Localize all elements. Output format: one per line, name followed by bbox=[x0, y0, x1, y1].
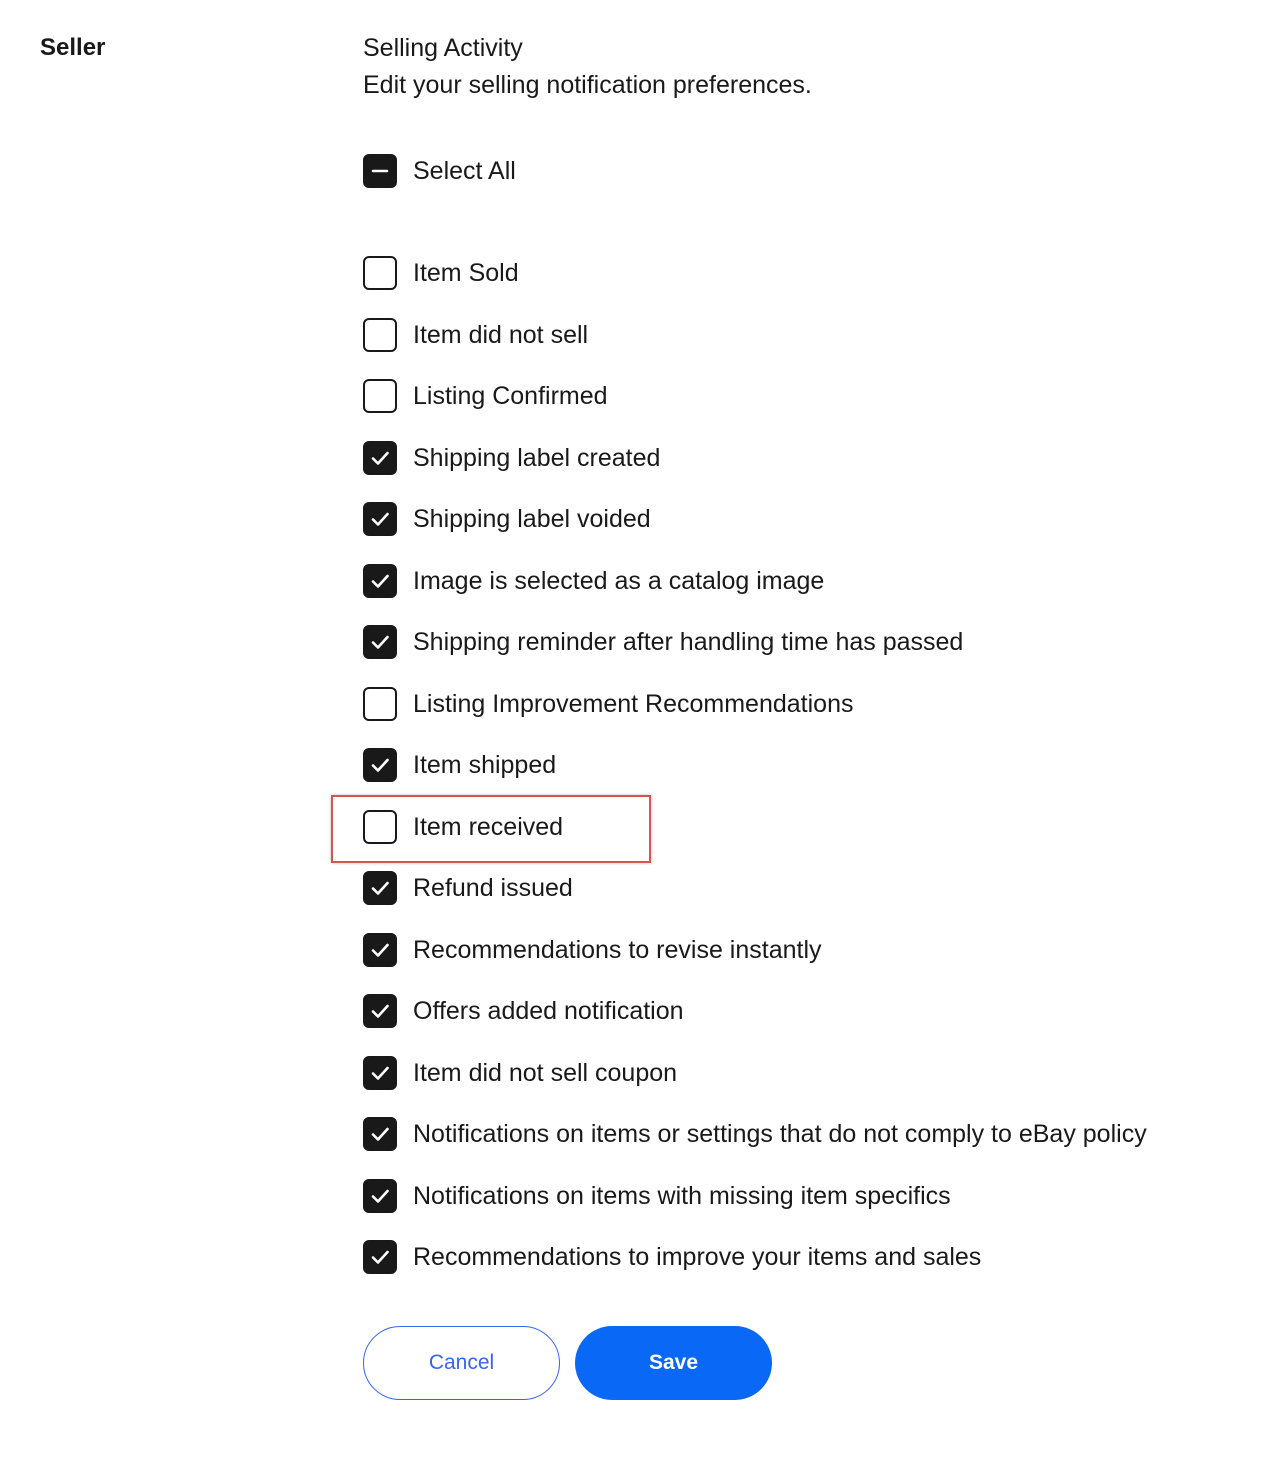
page-subtitle: Edit your selling notification preferences. bbox=[363, 71, 812, 99]
checkbox[interactable] bbox=[363, 687, 397, 721]
select-all-checkbox[interactable] bbox=[363, 154, 397, 188]
checkmark-icon bbox=[369, 754, 391, 776]
option-label: Recommendations to revise instantly bbox=[413, 936, 822, 964]
option-label: Item did not sell bbox=[413, 321, 589, 349]
option-checkbox-row[interactable] bbox=[363, 808, 563, 846]
option-checkbox-row[interactable] bbox=[363, 931, 822, 969]
checkmark-icon bbox=[369, 877, 391, 899]
checkmark-icon bbox=[369, 939, 391, 961]
option-label: Notifications on items or settings that do not comply to eBay policy bbox=[413, 1120, 1147, 1148]
checkbox[interactable] bbox=[363, 441, 397, 475]
option-label: Offers added notification bbox=[413, 997, 684, 1025]
checkbox[interactable] bbox=[363, 994, 397, 1028]
checkbox[interactable] bbox=[363, 933, 397, 967]
option-checkbox-row[interactable] bbox=[363, 869, 573, 907]
option-checkbox-row[interactable] bbox=[363, 623, 963, 661]
option-checkbox-row[interactable] bbox=[363, 746, 556, 784]
select-all-label: Select All bbox=[413, 157, 516, 185]
option-checkbox-row[interactable] bbox=[363, 500, 651, 538]
select-all-checkbox-row[interactable] bbox=[363, 152, 516, 190]
option-label: Shipping label created bbox=[413, 444, 661, 472]
checkmark-icon bbox=[369, 570, 391, 592]
option-label: Item received bbox=[413, 813, 564, 841]
checkbox[interactable] bbox=[363, 1179, 397, 1213]
checkmark-icon bbox=[369, 1246, 391, 1268]
save-button[interactable]: Save bbox=[575, 1326, 772, 1400]
page-title: Selling Activity bbox=[363, 34, 523, 62]
checkbox[interactable] bbox=[363, 379, 397, 413]
option-checkbox-row[interactable] bbox=[363, 316, 588, 354]
checkbox[interactable] bbox=[363, 564, 397, 598]
checkbox[interactable] bbox=[363, 810, 397, 844]
option-label: Listing Improvement Recommendations bbox=[413, 690, 854, 718]
option-label: Recommendations to improve your items and sales bbox=[413, 1243, 982, 1271]
checkbox[interactable] bbox=[363, 625, 397, 659]
checkmark-icon bbox=[369, 631, 391, 653]
option-label: Shipping reminder after handling time has passed bbox=[413, 628, 964, 656]
option-label: Listing Confirmed bbox=[413, 382, 608, 410]
option-checkbox-row[interactable] bbox=[363, 439, 660, 477]
option-checkbox-row[interactable] bbox=[363, 1054, 677, 1092]
checkbox[interactable] bbox=[363, 256, 397, 290]
checkbox[interactable] bbox=[363, 1117, 397, 1151]
option-label: Image is selected as a catalog image bbox=[413, 567, 825, 595]
option-label: Shipping label voided bbox=[413, 505, 651, 533]
checkbox[interactable] bbox=[363, 871, 397, 905]
option-checkbox-row[interactable] bbox=[363, 254, 519, 292]
checkmark-icon bbox=[369, 1185, 391, 1207]
option-label: Item Sold bbox=[413, 259, 519, 287]
checkbox[interactable] bbox=[363, 1240, 397, 1274]
option-checkbox-row[interactable] bbox=[363, 1177, 951, 1215]
option-label: Refund issued bbox=[413, 874, 573, 902]
checkmark-icon bbox=[369, 1000, 391, 1022]
option-checkbox-row[interactable] bbox=[363, 1238, 981, 1276]
checkbox[interactable] bbox=[363, 502, 397, 536]
option-checkbox-row[interactable] bbox=[363, 1115, 1147, 1153]
checkbox[interactable] bbox=[363, 318, 397, 352]
checkbox[interactable] bbox=[363, 1056, 397, 1090]
option-checkbox-row[interactable] bbox=[363, 562, 824, 600]
checkmark-icon bbox=[369, 1123, 391, 1145]
option-checkbox-row[interactable] bbox=[363, 992, 684, 1030]
checkbox[interactable] bbox=[363, 748, 397, 782]
checkmark-icon bbox=[369, 447, 391, 469]
cancel-button[interactable]: Cancel bbox=[363, 1326, 560, 1400]
option-label: Item did not sell coupon bbox=[413, 1059, 678, 1087]
option-checkbox-row[interactable] bbox=[363, 685, 853, 723]
checkmark-icon bbox=[369, 508, 391, 530]
option-checkbox-row[interactable] bbox=[363, 377, 608, 415]
option-label: Item shipped bbox=[413, 751, 557, 779]
checkmark-icon bbox=[369, 1062, 391, 1084]
dash-icon bbox=[370, 161, 390, 181]
section-label: Seller bbox=[40, 34, 106, 61]
option-label: Notifications on items with missing item specifics bbox=[413, 1182, 951, 1210]
